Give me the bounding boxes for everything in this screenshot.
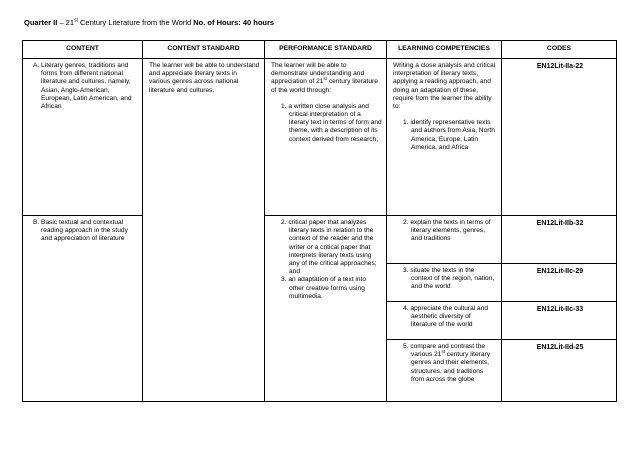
performance-item-3: 3. an adaptation of a text into other creative forms using multimedia.	[281, 276, 367, 300]
code-5: EN12Lit-IId-25	[502, 340, 617, 402]
curriculum-table	[22, 40, 617, 402]
content-a: A. Literary genres, traditions and forms from different national literature and cultures, namely, Asian, Anglo-American, European, Latin American, and African	[33, 62, 132, 111]
heading-dash: – 21	[57, 18, 75, 27]
header-row	[23, 41, 617, 59]
heading-sup: st	[74, 17, 78, 24]
performance-item-1: 1. a written close analysis and critical interpretation of a literary text in terms of form and theme, with a description of its context derived from research;	[281, 102, 382, 143]
competency-4-cell	[387, 302, 502, 340]
competency-intro-cell	[387, 59, 502, 216]
performance-b-cell	[265, 216, 387, 402]
code-4: EN12Lit-IIc-33	[502, 302, 617, 340]
content-b: B. Basic textual and contextual reading approach in the study and appreciation of literature	[33, 219, 128, 243]
content-b-cell	[23, 216, 143, 402]
col-content-standard: CONTENT STANDARD	[143, 41, 265, 59]
competency-2-cell	[387, 216, 502, 264]
hours-label: No. of Hours: 40 hours	[193, 18, 275, 27]
col-performance-standard: PERFORMANCE STANDARD	[265, 41, 387, 59]
content-standard-text: The learner will be able to understand and appreciate literary texts in various genres across national literature and cultures.	[149, 62, 260, 94]
performance-intro: The learner will be able to demonstrate understanding and appreciation of 21st century literature of the world through:	[271, 62, 378, 94]
col-content: CONTENT	[23, 41, 143, 59]
table-row	[23, 59, 617, 216]
competency-4: 4. appreciate the cultural and aesthetic diversity of literature of the world	[403, 305, 489, 329]
subject-label: Century Literature from the World	[77, 18, 194, 27]
competency-3-cell	[387, 264, 502, 302]
competency-2: 2. explain the texts in terms of literary elements, genres, and traditions	[403, 219, 491, 243]
content-a-cell	[23, 59, 143, 216]
code-1: EN12Lit-IIa-22	[502, 59, 617, 216]
table-row	[23, 216, 617, 264]
quarter-label: Quarter II	[24, 18, 58, 27]
content-standard-cell	[143, 59, 265, 402]
performance-a-cell	[265, 59, 387, 216]
competency-3: 3. situate the texts in the context of the region, nation, and the world	[403, 267, 495, 291]
code-3: EN12Lit-IIc-29	[502, 264, 617, 302]
col-codes: CODES	[502, 41, 617, 59]
competency-1: 1. identify representative texts and authors from Asia, North America, Europe, Latin America, and Africa	[403, 119, 495, 151]
competency-5: 5. compare and contrast the various 21st century literary genres and their elements, structures, and traditions from across the globe	[403, 343, 491, 383]
quarter-heading	[24, 18, 274, 27]
competency-5-cell	[387, 340, 502, 402]
col-learning-competencies: LEARNING COMPETENCIES	[387, 41, 502, 59]
competency-intro: Writing a close analysis and critical interpretation of literary texts, applying a reading approach, and doing an adaptation of these, require from the learner the ability to:	[393, 62, 496, 111]
performance-item-2: 2. critical paper that analyzes literary texts in relation to the context of the reader and the writer or a critical paper that interprets literary texts using any of the critical approaches; and	[281, 219, 377, 276]
code-2: EN12Lit-IIb-32	[502, 216, 617, 264]
